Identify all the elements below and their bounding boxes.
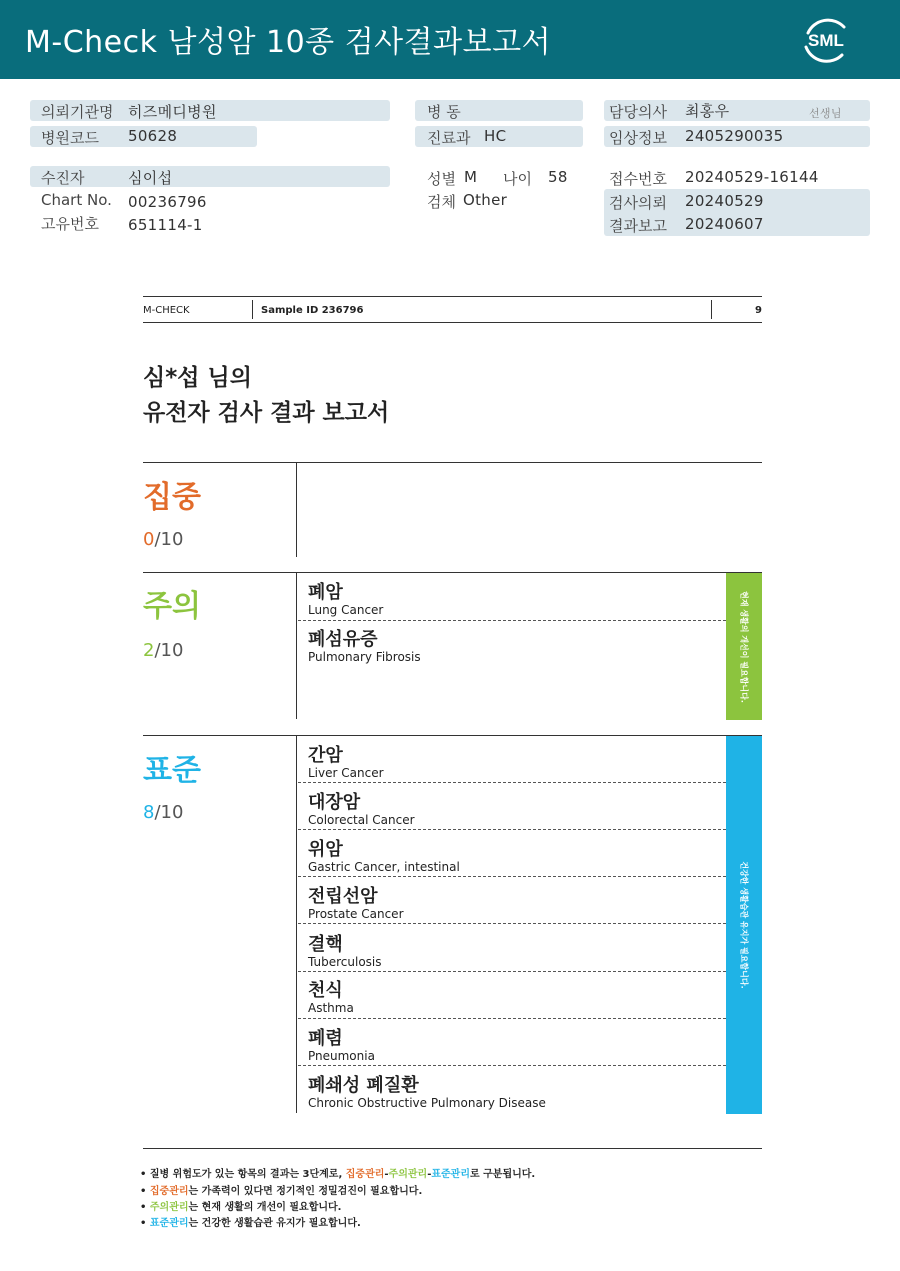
standard-section-rule	[143, 735, 762, 736]
age-value: 58	[548, 168, 568, 186]
dept-value: HC	[484, 127, 507, 145]
doctor-value: 최홍우	[685, 102, 730, 120]
request-label: 검사의뢰	[609, 194, 667, 212]
age-label: 나이	[503, 170, 532, 188]
result-value: 20240607	[685, 215, 764, 233]
focus-section-rule	[143, 462, 762, 463]
ward-label: 병 동	[427, 103, 461, 121]
brand-label: M-CHECK	[143, 305, 190, 316]
standard-title: 표준	[143, 753, 201, 788]
disease-name-ko: 결핵	[308, 934, 343, 955]
caution-divider	[296, 572, 297, 719]
caution-section-rule	[143, 572, 762, 573]
disease-name-en: Chronic Obstructive Pulmonary Disease	[308, 1096, 546, 1110]
disease-name-en: Liver Cancer	[308, 766, 384, 780]
disease-name-ko: 대장암	[308, 792, 361, 813]
item-divider	[298, 829, 726, 830]
report-title-line1: 심*섭 님의	[143, 365, 252, 391]
dept-label: 진료과	[427, 129, 471, 147]
note-line-4: • 표준관리는 건강한 생활습관 유지가 필요합니다.	[140, 1218, 361, 1229]
list-item	[308, 1068, 726, 1115]
caution-side-bar	[726, 573, 762, 720]
disease-name-en: Pulmonary Fibrosis	[308, 650, 421, 664]
sample-id: Sample ID 236796	[261, 305, 364, 316]
list-item	[308, 738, 726, 785]
disease-name-ko: 간암	[308, 745, 343, 766]
list-item	[308, 785, 726, 832]
item-divider	[298, 782, 726, 783]
item-divider	[298, 1065, 726, 1066]
item-divider	[298, 620, 726, 621]
standard-side-text: 건강한 생활습관 유지가 필요합니다.	[739, 861, 749, 989]
patient-label: 수진자	[41, 169, 85, 187]
clinical-label: 임상정보	[609, 129, 667, 147]
disease-name-ko: 위암	[308, 839, 343, 860]
report-main-title: M-Check 남성암 10종 검사결과보고서	[25, 25, 552, 60]
header-separator	[252, 300, 253, 319]
footer-rule	[143, 1148, 762, 1149]
note-line-2: • 집중관리는 가족력이 있다면 정기적인 정밀검진이 필요합니다.	[140, 1186, 423, 1197]
disease-name-ko: 폐암	[308, 582, 343, 603]
disease-name-ko: 폐쇄성 폐질환	[308, 1075, 419, 1096]
report-bottom-rule	[143, 322, 762, 323]
item-divider	[298, 971, 726, 972]
list-item	[308, 973, 726, 1020]
item-divider	[298, 1018, 726, 1019]
uid-label: 고유번호	[41, 215, 99, 233]
header-separator	[711, 300, 712, 319]
chart-label: Chart No.	[41, 191, 112, 209]
item-divider	[298, 876, 726, 877]
doctor-suffix: 선생님	[809, 107, 842, 120]
disease-name-ko: 폐렴	[308, 1028, 343, 1049]
receipt-value: 20240529-16144	[685, 168, 819, 186]
list-item	[308, 927, 726, 974]
disease-name-en: Tuberculosis	[308, 955, 382, 969]
caution-title: 주의	[143, 589, 201, 624]
caution-side-text: 현재 생활의 개선이 필요합니다.	[739, 590, 749, 703]
report-top-rule	[143, 296, 762, 297]
disease-name-ko: 폐섬유증	[308, 629, 378, 650]
receipt-label: 접수번호	[609, 170, 667, 188]
chart-value: 00236796	[128, 193, 207, 211]
institution-label: 의뢰기관명	[41, 103, 114, 121]
patient-value: 심이섭	[128, 169, 173, 187]
focus-count: 0/10	[143, 529, 184, 550]
item-divider	[298, 923, 726, 924]
focus-divider	[296, 462, 297, 557]
caution-count: 2/10	[143, 640, 184, 661]
disease-name-en: Asthma	[308, 1001, 354, 1015]
specimen-value: Other	[463, 191, 508, 209]
list-item	[308, 832, 726, 879]
standard-divider	[296, 735, 297, 1113]
sex-label: 성별	[427, 170, 456, 188]
sex-value: M	[464, 168, 478, 186]
hospital-code-value: 50628	[128, 127, 178, 145]
report-title-line2: 유전자 검사 결과 보고서	[143, 400, 390, 426]
note-line-3: • 주의관리는 현재 생활의 개선이 필요합니다.	[140, 1202, 342, 1213]
page-number: 9	[755, 305, 762, 316]
disease-name-en: Gastric Cancer, intestinal	[308, 860, 460, 874]
disease-name-en: Colorectal Cancer	[308, 813, 415, 827]
specimen-label: 검체	[427, 193, 456, 211]
hospital-code-label: 병원코드	[41, 129, 99, 147]
list-item	[308, 575, 726, 622]
disease-name-en: Pneumonia	[308, 1049, 375, 1063]
list-item	[308, 1021, 726, 1068]
list-item	[308, 622, 726, 669]
list-item	[308, 879, 726, 926]
focus-title: 집중	[143, 480, 201, 515]
result-label: 결과보고	[609, 217, 667, 235]
institution-value: 히즈메디병원	[128, 103, 217, 121]
standard-side-bar	[726, 736, 762, 1114]
clinical-value: 2405290035	[685, 127, 784, 145]
report-header	[0, 0, 900, 79]
uid-value: 651114-1	[128, 216, 203, 234]
disease-name-ko: 천식	[308, 980, 343, 1001]
request-value: 20240529	[685, 192, 764, 210]
doctor-label: 담당의사	[609, 103, 667, 121]
disease-name-en: Lung Cancer	[308, 603, 384, 617]
standard-count: 8/10	[143, 802, 184, 823]
disease-name-en: Prostate Cancer	[308, 907, 404, 921]
logo-text: SML	[808, 31, 844, 50]
note-line-1: • 질병 위험도가 있는 항목의 결과는 3단계로, 집중관리-주의관리-표준관리로 구분됩니다.	[140, 1169, 536, 1180]
disease-name-ko: 전립선암	[308, 886, 378, 907]
sml-logo-icon	[798, 13, 854, 65]
